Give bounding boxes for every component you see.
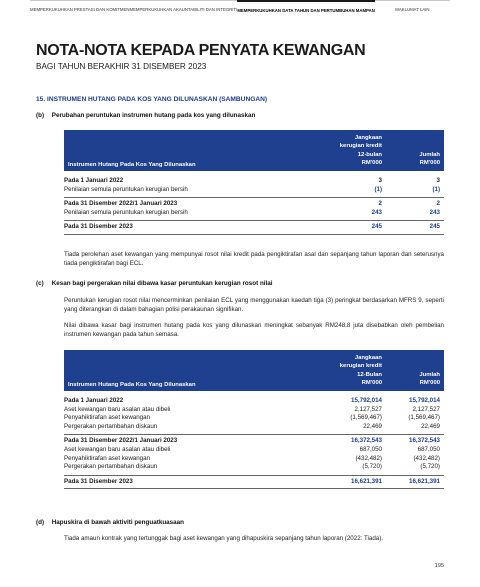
page-subtitle: BAGI TAHUN BERAKHIR 31 DISEMBER 2023 xyxy=(36,62,207,71)
table-b-header xyxy=(64,130,444,171)
table-b-col1-line: 12-bulan xyxy=(357,151,382,158)
row-value-total: 22,469 xyxy=(421,422,440,430)
row-label: Penilaian semula peruntukan kerugian bersih xyxy=(64,208,188,216)
subsection-b-title: Perubahan peruntukan instrumen hutang pada kos yang dilunaskan xyxy=(51,112,256,119)
row-label: Pada 1 Januari 2022 xyxy=(64,177,124,184)
subsection-c-title: Kesan bagi pergerakan nilai dibawa kasar peruntukan kerugian rosot nilai xyxy=(51,280,273,287)
divider xyxy=(64,488,444,489)
row-value-total: 243 xyxy=(429,208,440,216)
row-value-ecl: 16,621,391 xyxy=(351,477,382,485)
divider xyxy=(64,220,444,221)
table-b-header-col1 xyxy=(322,134,382,168)
table-b-header-label: Instrumen Hutang Pada Kos Yang Dilunaskan xyxy=(68,162,196,168)
row-value-ecl: 16,372,543 xyxy=(351,437,382,445)
subsection-b-letter: (b) xyxy=(36,112,45,119)
row-value-total: (432,482) xyxy=(413,454,440,462)
table-c-header-label: Instrumen Hutang Pada Kos Yang Dilunaskan xyxy=(68,382,196,388)
table-c-header-col2 xyxy=(386,371,440,388)
table-c-col2-line: RM'000 xyxy=(419,380,440,387)
row-value-ecl: (1,569,467) xyxy=(350,414,382,422)
row-value-ecl: 15,792,014 xyxy=(351,397,382,404)
table-c-header-col1 xyxy=(322,354,382,388)
row-label: Penyahiktirafan aset kewangan xyxy=(64,454,150,462)
table-row xyxy=(64,186,444,195)
table-row xyxy=(64,397,444,406)
table-b-col1-line: Jangkaan xyxy=(354,134,382,141)
row-value-total: 245 xyxy=(429,223,440,231)
table-row xyxy=(64,455,444,464)
paragraph-c-2: Nilai dibawa kasar bagi instrumen hutang pada kos yang dilunaskan meningkat sebanyak RM248.8 juta disebabkan oleh pembelian instrumen kewangan pada tahun semasa. xyxy=(64,322,444,339)
row-label: Aset kewangan baru asalan atau dibeli xyxy=(64,445,171,453)
table-row xyxy=(64,423,444,432)
row-label: Penilaian semula peruntukan kerugian bersih xyxy=(64,185,188,193)
table-b xyxy=(64,130,444,235)
row-value-ecl: 687,050 xyxy=(359,445,382,453)
table-c-col1-line: 12-Bulan xyxy=(357,371,382,378)
row-value-ecl: 243 xyxy=(371,208,382,216)
table-row xyxy=(64,446,444,455)
table-c-col1-line: kerugian kredit xyxy=(339,363,382,370)
divider xyxy=(64,197,444,198)
table-c xyxy=(64,350,444,489)
divider xyxy=(64,434,444,435)
row-value-ecl: 2 xyxy=(378,200,382,208)
row-value-total: (1,569,467) xyxy=(408,414,440,422)
table-row xyxy=(64,177,444,186)
row-value-ecl: (432,482) xyxy=(355,454,382,462)
row-value-total: (5,720) xyxy=(420,463,440,471)
nav-tab-prestasi[interactable]: MEMPERKUKUHKAN PRESTASI DAN KOMITMEN xyxy=(30,0,129,24)
section-number: 15. xyxy=(36,96,46,103)
subsection-c-letter: (c) xyxy=(36,280,44,287)
row-value-ecl: (1) xyxy=(374,185,382,193)
nav-tab-data-tahun[interactable]: MEMPERKUKUHKAN DATA TAHUN DAN PERTUMBUHAN MAMPAN xyxy=(237,0,375,24)
table-c-header xyxy=(64,350,444,391)
table-row xyxy=(64,463,444,472)
note-d: Tiada amaun kontrak yang tertunggak bagi aset kewangan yang dihapuskira sepanjang tahun laporan (2022: Tiada). xyxy=(64,535,383,542)
subsection-d-letter: (d) xyxy=(36,519,45,526)
row-label: Pada 31 Disember 2023 xyxy=(64,223,133,231)
row-label: Pada 31 Disember 2022/1 Januari 2023 xyxy=(64,200,178,208)
table-c-col2-line: Jumlah xyxy=(419,371,440,378)
table-b-col2-line: RM'000 xyxy=(419,160,440,167)
page-number: 195 xyxy=(434,563,444,569)
row-value-ecl: 22,469 xyxy=(363,422,382,430)
nav-tab-maklumat-lain[interactable]: MAKLUMAT LAIN xyxy=(375,0,450,24)
section-heading xyxy=(36,96,267,103)
row-value-total: 16,372,543 xyxy=(409,437,440,445)
row-value-total: 15,792,014 xyxy=(409,397,440,404)
subsection-b-heading xyxy=(36,112,255,119)
table-row xyxy=(64,478,444,487)
subsection-d-heading xyxy=(36,519,184,526)
table-row xyxy=(64,223,444,232)
divider xyxy=(64,475,444,476)
table-b-col2-line: Jumlah xyxy=(419,151,440,158)
subsection-c-heading xyxy=(36,280,273,287)
row-value-total: 2 xyxy=(436,200,440,208)
top-navigation xyxy=(30,0,450,24)
row-value-total: (1) xyxy=(432,185,440,193)
row-value-ecl: (5,720) xyxy=(362,463,382,471)
row-value-total: 2,127,527 xyxy=(412,405,440,413)
table-b-col1-line: RM'000 xyxy=(361,160,382,167)
row-value-total: 687,050 xyxy=(417,445,440,453)
table-row xyxy=(64,406,444,415)
table-b-col1-line: kerugian kredit xyxy=(339,143,382,150)
row-label: Pergerakan pertambahan diskaun xyxy=(64,422,158,430)
table-row xyxy=(64,200,444,209)
row-value-total: 3 xyxy=(436,177,440,184)
table-b-header-col2 xyxy=(386,151,440,168)
table-row xyxy=(64,414,444,423)
table-row xyxy=(64,437,444,446)
row-value-ecl: 3 xyxy=(378,177,382,184)
row-label: Aset kewangan baru asalan atau dibeli xyxy=(64,405,171,413)
row-label: Penyahiktirafan aset kewangan xyxy=(64,414,150,422)
row-label: Pada 1 Januari 2022 xyxy=(64,397,124,404)
row-value-total: 16,621,391 xyxy=(409,477,440,485)
row-value-ecl: 2,127,527 xyxy=(354,405,382,413)
table-row xyxy=(64,209,444,218)
subsection-d-title: Hapuskira di bawah aktiviti penguatkuasaan xyxy=(51,519,185,526)
table-c-col1-line: RM'000 xyxy=(361,380,382,387)
table-c-col1-line: Jangkaan xyxy=(354,354,382,361)
section-title: INSTRUMEN HUTANG PADA KOS YANG DILUNASKAN (SAMBUNGAN) xyxy=(47,96,268,103)
page-title: NOTA-NOTA KEPADA PENYATA KEWANGAN xyxy=(36,42,366,59)
paragraph-c-1: Peruntukan kerugian rosot nilai mencerminkan penilaian ECL yang menggunakan kaedah tiga (3) peringkat berdasarkan MFRS 9, seperti yang diterangkan di dalam bahagian polisi perakaunan signifikan. xyxy=(64,297,444,314)
nav-tab-akauntabiliti[interactable]: MEMPERKUKUHKAN AKAUNTABILITI DAN INTEGRITI xyxy=(129,0,237,24)
row-label: Pergerakan pertambahan diskaun xyxy=(64,463,158,471)
divider xyxy=(64,234,444,235)
row-label: Pada 31 Disember 2022/1 Januari 2023 xyxy=(64,437,178,445)
note-b: Tiada perolehan aset kewangan yang mempunyai rosot nilai kredit pada pengiktirafan asal dan sepanjang tahun laporan dan seterusnya tiada pengiktirafan bagi ECL. xyxy=(64,251,444,268)
row-value-ecl: 245 xyxy=(371,223,382,231)
row-label: Pada 31 Disember 2023 xyxy=(64,477,133,485)
